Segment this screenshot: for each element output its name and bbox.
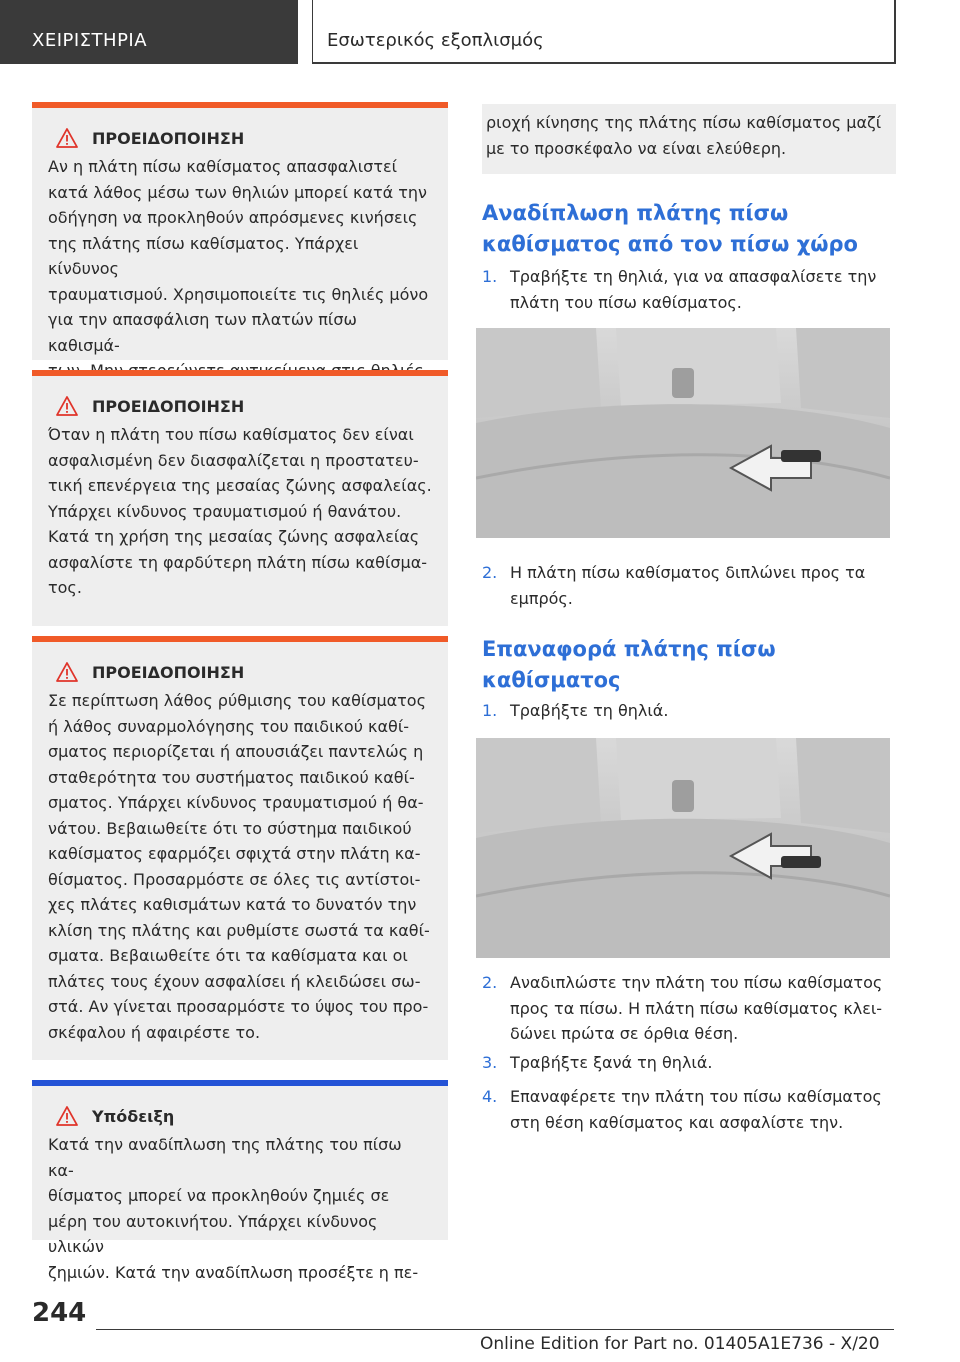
text-line: σματος περιορίζεται ή απουσιάζει παντελώς η bbox=[48, 742, 424, 761]
heading-restore bbox=[482, 634, 902, 696]
heading-fold bbox=[482, 198, 902, 260]
note-text bbox=[48, 1132, 432, 1285]
rear-seat-illustration bbox=[476, 328, 890, 538]
step-text bbox=[510, 698, 902, 724]
text-line: στη θέση καθίσματος και ασφαλίστε την. bbox=[510, 1112, 844, 1132]
text-line: ή λάθος συναρμολόγησης του παιδικού καθί- bbox=[48, 716, 410, 736]
restore-step-1 bbox=[482, 698, 902, 724]
footer-divider bbox=[96, 1329, 894, 1330]
heading-line: καθίσματος από τον πίσω χώρο bbox=[482, 232, 858, 256]
text-line: Σε περίπτωση λάθος ρύθμισης του καθίσματος bbox=[48, 691, 426, 710]
step-text bbox=[510, 1050, 902, 1076]
page-number: 244 bbox=[32, 1298, 87, 1328]
text-line: για την απασφάλιση των πλατών πίσω καθισμά- bbox=[48, 310, 357, 355]
warning-triangle-icon bbox=[56, 128, 78, 148]
warning-box-2 bbox=[32, 370, 448, 626]
text-line: ζημιών. Κατά την αναδίπλωση προσέξτε η πε- bbox=[48, 1262, 419, 1282]
restore-step-4 bbox=[482, 1084, 902, 1135]
text-line: Επαναφέρετε την πλάτη του πίσω καθίσματος bbox=[510, 1087, 882, 1106]
text-line: ασφαλισμένη δεν διασφαλίζεται η προστατευ- bbox=[48, 450, 419, 470]
note-continuation bbox=[482, 104, 896, 174]
text-line: σκέφαλου ή αφαιρέστε το. bbox=[48, 1022, 261, 1042]
text-line: Αν η πλάτη πίσω καθίσματος απασφαλιστεί bbox=[48, 157, 398, 176]
text-line: καθίσματος εφαρμόζει σφιχτά στην πλάτη κα- bbox=[48, 844, 421, 863]
step-text bbox=[510, 560, 902, 611]
step-number: 1. bbox=[482, 701, 498, 720]
warning-title: ΠΡΟΕΙΔΟΠΟΙΗΣΗ bbox=[92, 396, 245, 416]
text-line: πλάτες τους έχουν ασφαλίσει ή κλειδώσει σω- bbox=[48, 971, 421, 991]
fold-step-2 bbox=[482, 560, 902, 611]
text-line: Τραβήξτε ξανά τη θηλιά. bbox=[510, 1053, 713, 1072]
text-line: Αναδιπλώστε την πλάτη του πίσω καθίσματος bbox=[510, 973, 883, 992]
text-line: ασφαλίστε τη φαρδύτερη πλάτη πίσω καθίσμα- bbox=[48, 552, 428, 572]
text-line: σταθερότητα του συστήματος παιδικού καθί- bbox=[48, 767, 415, 787]
text-line: σματος. Υπάρχει κίνδυνος τραυματισμού ή θα- bbox=[48, 793, 424, 812]
step-number: 4. bbox=[482, 1087, 498, 1106]
text-line: τος. bbox=[48, 578, 82, 597]
warning-text bbox=[48, 688, 432, 1045]
text-line: σματα. Βεβαιωθείτε ότι τα καθίσματα και οι bbox=[48, 946, 408, 965]
rear-seat-illustration bbox=[476, 738, 890, 958]
step-number: 2. bbox=[482, 973, 498, 992]
note-title-row bbox=[48, 1106, 432, 1126]
text-line: Όταν η πλάτη του πίσω καθίσματος δεν είναι bbox=[48, 425, 414, 444]
caution-triangle-icon bbox=[56, 1106, 78, 1126]
restore-step-2 bbox=[482, 970, 902, 1047]
header-section-label: ΧΕΙΡΙΣΤΗΡΙΑ bbox=[32, 30, 148, 51]
text-line: τραυματισμού. Χρησιμοποιείτε τις θηλιές μόνο bbox=[48, 284, 429, 304]
text-line: μέρη του αυτοκινήτου. Υπάρχει κίνδυνος υλικών bbox=[48, 1211, 378, 1256]
text-line: κατά λάθος μέσω των θηλιών μπορεί κατά την bbox=[48, 182, 427, 202]
fold-step-1 bbox=[482, 264, 902, 315]
text-line: Τραβήξτε τη θηλιά, για να απασφαλίσετε την bbox=[510, 267, 877, 286]
restore-step-3 bbox=[482, 1050, 902, 1076]
text-line: Η πλάτη πίσω καθίσματος διπλώνει προς τα bbox=[510, 563, 866, 582]
warning-box-3 bbox=[32, 636, 448, 1060]
text-line: Κατά την αναδίπλωση της πλάτης του πίσω κα- bbox=[48, 1135, 402, 1180]
heading-line: καθίσματος bbox=[482, 668, 621, 692]
step-text bbox=[510, 970, 902, 1047]
step-number: 2. bbox=[482, 563, 498, 582]
text-line: θίσματος μπορεί να προκληθούν ζημιές σε bbox=[48, 1186, 390, 1205]
warning-box-1 bbox=[32, 102, 448, 360]
step-number: 3. bbox=[482, 1053, 498, 1072]
rear-seat-photo-fold bbox=[476, 328, 890, 538]
text-line: δώνει πρώτα σε όρθια θέση. bbox=[510, 1024, 739, 1043]
warning-text bbox=[48, 154, 432, 384]
text-line: προς τα πίσω. Η πλάτη πίσω καθίσματος κλει- bbox=[510, 998, 883, 1018]
step-text bbox=[510, 264, 902, 315]
text-line: Υπάρχει κίνδυνος τραυματισμού ή θανάτου. bbox=[48, 501, 402, 521]
note-title: Υπόδειξη bbox=[92, 1106, 175, 1126]
warning-triangle-icon bbox=[56, 662, 78, 682]
text-line: οδήγηση να προκληθούν απρόσμενες κινήσεις bbox=[48, 208, 418, 227]
text-line: στά. Αν γίνεται προσαρμόστε το ύψος του προ- bbox=[48, 997, 429, 1016]
footer-edition: Online Edition for Part no. 01405A1E736 - X/20 bbox=[480, 1334, 880, 1354]
text-line: τική επενέργεια της μεσαίας ζώνης ασφαλείας. bbox=[48, 476, 432, 495]
text-line: θίσματος. Προσαρμόστε σε όλες τις αντίστοι- bbox=[48, 869, 421, 889]
warning-text bbox=[48, 422, 432, 601]
warning-title-row bbox=[48, 128, 432, 148]
step-number: 1. bbox=[482, 267, 498, 286]
header-chapter-label: Εσωτερικός εξοπλισμός bbox=[327, 30, 544, 51]
rear-seat-photo-restore bbox=[476, 738, 890, 958]
header-chapter-tab bbox=[312, 0, 896, 64]
text-line: νάτου. Βεβαιωθείτε ότι το σύστημα παιδικού bbox=[48, 818, 412, 838]
warning-title: ΠΡΟΕΙΔΟΠΟΙΗΣΗ bbox=[92, 662, 245, 682]
text-line: κλίση της πλάτης και ρυθμίστε σωστά τα καθί- bbox=[48, 920, 430, 940]
warning-title: ΠΡΟΕΙΔΟΠΟΙΗΣΗ bbox=[92, 128, 245, 148]
warning-triangle-icon bbox=[56, 396, 78, 416]
text-line: της πλάτης πίσω καθίσματος. Υπάρχει κίνδυνος bbox=[48, 233, 359, 278]
warning-title-row bbox=[48, 396, 432, 416]
text-line: χες πλάτες καθισμάτων κατά το δυνατόν την bbox=[48, 895, 417, 914]
step-text bbox=[510, 1084, 902, 1135]
heading-line: Αναδίπλωση πλάτης πίσω bbox=[482, 201, 789, 225]
text-line: ριοχή κίνησης της πλάτης πίσω καθίσματος μαζί bbox=[486, 113, 882, 132]
text-line: πλάτη του πίσω καθίσματος. bbox=[510, 292, 742, 312]
heading-line: Επαναφορά πλάτης πίσω bbox=[482, 637, 776, 661]
text-line: με το προσκέφαλο να είναι ελεύθερη. bbox=[486, 138, 787, 158]
text-line: Τραβήξτε τη θηλιά. bbox=[510, 701, 669, 720]
note-box bbox=[32, 1080, 448, 1282]
warning-title-row bbox=[48, 662, 432, 682]
header-section-tab bbox=[0, 0, 298, 64]
text-line: εμπρός. bbox=[510, 588, 573, 608]
text-line: Κατά τη χρήση της μεσαίας ζώνης ασφαλείας bbox=[48, 527, 420, 546]
